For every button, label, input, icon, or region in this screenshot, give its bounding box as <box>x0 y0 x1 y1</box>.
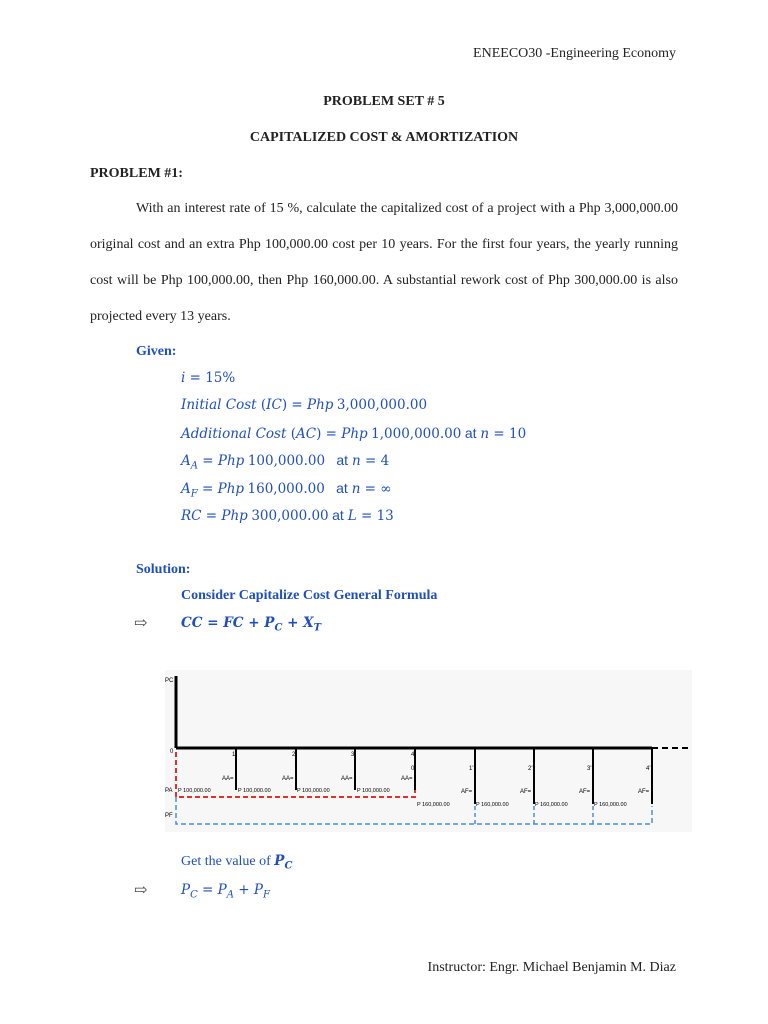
aa-label: AA= <box>401 776 413 782</box>
formula-heading: Consider Capitalize Cost General Formula <box>181 588 438 603</box>
given-label: Given: <box>136 344 177 359</box>
pc-formula: $P_C = P_A + P_F$ <box>181 882 270 901</box>
aa-label: AA= <box>341 776 353 782</box>
aa-value: P 100,000.00 <box>297 788 330 794</box>
initial-cost-value: 3,000,000.00 <box>336 397 428 413</box>
given-aa: $A_A$ = Php 100,000.00 at n = 4 <box>181 452 390 472</box>
additional-cost-value: 1,000,000.00 <box>371 426 462 442</box>
instructor-footer: Instructor: Engr. Michael Benjamin M. Diaz <box>427 960 676 975</box>
af-label: AF= <box>520 789 532 795</box>
zero-label: 0 <box>170 749 174 755</box>
af-label: AF= <box>579 789 591 795</box>
period-label: 1' <box>469 766 474 772</box>
given-af: $A_F$ = Php 160,000.00 at n = ∞ <box>181 480 392 500</box>
aa-value: P 100,000.00 <box>178 788 211 794</box>
period-label: 4' <box>646 766 651 772</box>
course-header: ENEECO30 -Engineering Economy <box>473 46 676 61</box>
cc-formula: CC = FC + $P_C + X_T$ <box>181 615 322 634</box>
problem-label: PROBLEM #1: <box>90 166 183 181</box>
topic-subtitle: CAPITALIZED COST & AMORTIZATION <box>249 130 519 145</box>
pc-heading: Get the value of $P_C$ <box>181 853 293 872</box>
given-initial-cost: Initial Cost (IC) = Php 3,000,000.00 <box>181 397 428 413</box>
given-interest-rate: i = 15% <box>181 370 236 386</box>
af-value: P 160,000.00 <box>476 802 509 808</box>
pa-label: PA <box>165 788 173 794</box>
period-label: 2 <box>292 752 296 758</box>
aa-label: AA= <box>282 776 294 782</box>
pc-label: PC <box>165 678 174 684</box>
af-value: P 160,000.00 <box>535 802 568 808</box>
pf-dashed-bracket <box>176 797 652 824</box>
aa-value: P 100,000.00 <box>357 788 390 794</box>
period-label: 2' <box>528 766 533 772</box>
problem-set-title: PROBLEM SET # 5 <box>323 94 445 109</box>
cash-flow-svg <box>165 670 692 832</box>
given-rc: RC = Php 300,000.00 at L = 13 <box>181 507 394 524</box>
af-value: P 160,000.00 <box>594 802 627 808</box>
arrow-icon-2: ⇨ <box>134 882 148 899</box>
af-label: AF= <box>461 789 473 795</box>
arrow-icon: ⇨ <box>134 615 148 632</box>
aa-label: AA= <box>222 776 234 782</box>
aa-value: P 100,000.00 <box>238 788 271 794</box>
af-label: AF= <box>638 789 650 795</box>
period-label: 3' <box>587 766 592 772</box>
period-label: 3 <box>351 752 355 758</box>
period-label: 0' <box>411 766 416 772</box>
problem-statement: With an interest rate of 15 %, calculate the capitalized cost of a project with a Php 3,000,000.00 original cost and an extra Php 100,000.00 cost per 10 years. For the first four years, the yearly running cost will be Php 100,000.00, then Php 160,000.00. A substantial rework cost of Php 300,000.00 is also projected every 13 years. <box>90 201 678 324</box>
aa-value: 100,000.00 <box>247 453 326 469</box>
period-label: 1 <box>232 752 236 758</box>
rc-value: 300,000.00 <box>251 508 329 524</box>
af-value: P 160,000.00 <box>417 802 450 808</box>
solution-label: Solution: <box>136 562 191 577</box>
period-label: 4 <box>411 752 415 758</box>
cash-flow-diagram <box>165 670 692 832</box>
given-additional-cost: Additional Cost (AC) = Php 1,000,000.00 at n = 10 <box>181 425 527 442</box>
pf-label: PF <box>165 813 173 819</box>
af-value: 160,000.00 <box>247 481 325 497</box>
